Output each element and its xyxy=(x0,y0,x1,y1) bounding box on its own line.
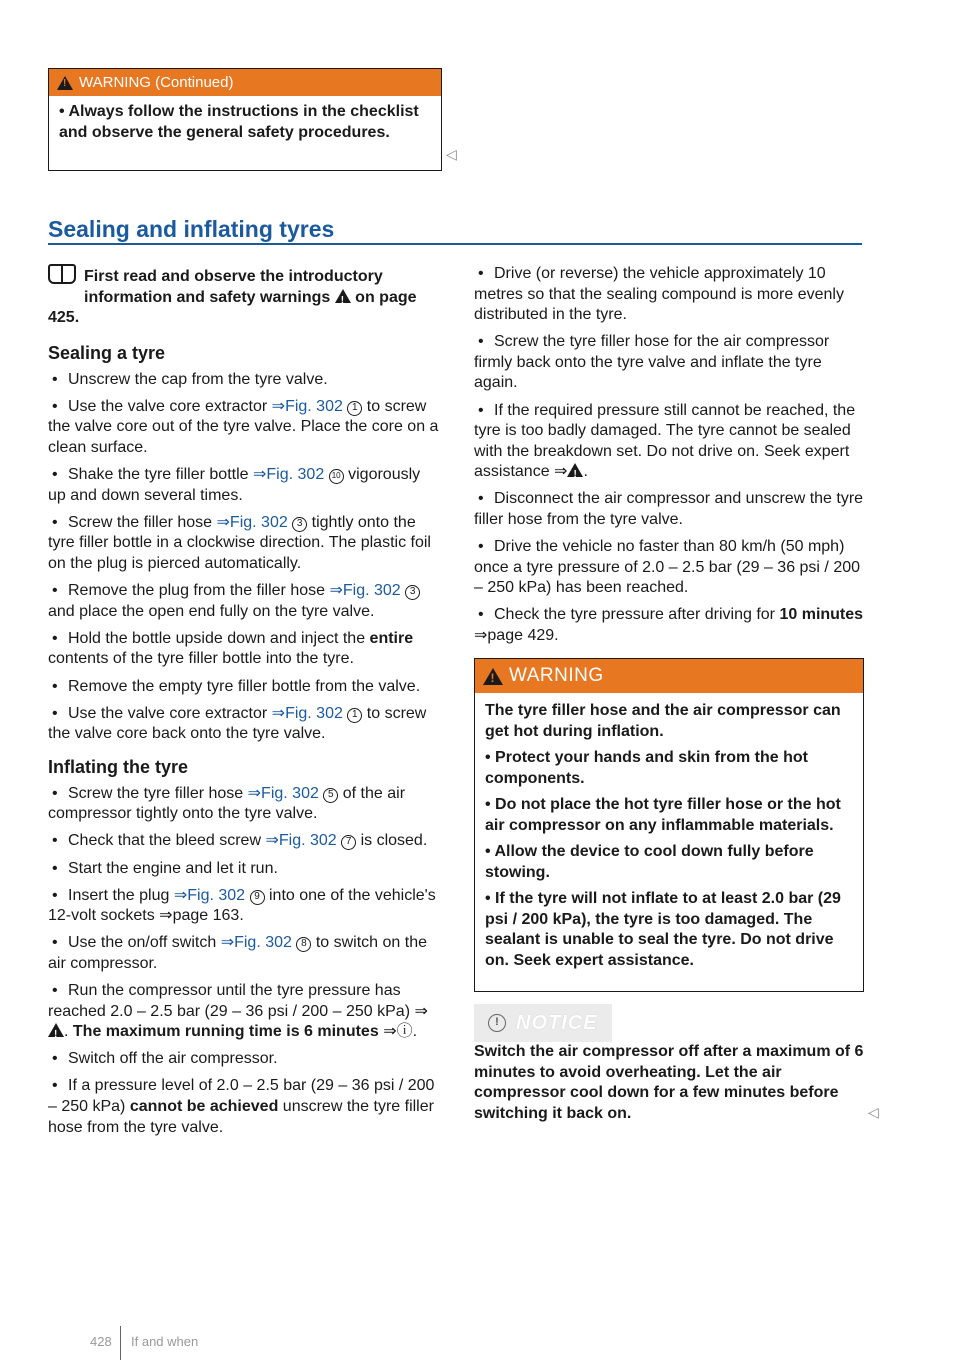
list-item: • Check the tyre pressure after driving for 10 minutes ⇒page 429. xyxy=(474,605,864,646)
callout-1-icon: 1 xyxy=(347,401,362,416)
figure-link[interactable]: ⇒Fig. 302 xyxy=(220,934,292,952)
page-link[interactable]: ⇒page 429. xyxy=(474,627,559,644)
warning-continued-header xyxy=(49,69,441,96)
list-item: • Disconnect the air compressor and unscrew the tyre filler hose from the tyre valve. xyxy=(474,489,864,530)
list-item: • Run the compressor until the tyre pressure has reached 2.0 – 2.5 bar (29 – 36 psi / 200 – 250 kPa) ⇒!. The maximum running time is 6 minutes ⇒ⓘ. xyxy=(48,981,440,1043)
heading-sealing: Sealing a tyre xyxy=(48,342,166,363)
warning-paragraph: • Allow the device to cool down fully before stowing. xyxy=(485,843,814,881)
notice-label: NOTICE xyxy=(516,1011,598,1034)
intro-note: First read and observe the introductory information and safety warnings ! on page 425. xyxy=(48,264,440,329)
list-item: • Check that the bleed screw ⇒Fig. 302 7 is closed. xyxy=(48,831,440,852)
figure-link[interactable]: ⇒Fig. 302 xyxy=(265,832,337,850)
warning-text xyxy=(475,693,863,985)
chapter-title: If and when xyxy=(131,1334,199,1349)
figure-link[interactable]: ⇒Fig. 302 xyxy=(271,397,343,415)
warning-header xyxy=(475,659,863,693)
list-item: • Use the valve core extractor ⇒Fig. 302 1 to screw the valve core out of the tyre valve. Place the core on a clean surface. xyxy=(48,397,440,459)
warning-paragraph: The tyre filler hose and the air compressor can get hot during inflation. xyxy=(485,702,841,740)
warning-continued-title: WARNING (Continued) xyxy=(79,74,234,91)
warning-triangle-icon xyxy=(48,1023,64,1037)
left-column xyxy=(48,264,440,1145)
figure-link[interactable]: ⇒Fig. 302 xyxy=(271,704,343,722)
list-item: • Hold the bottle upside down and inject the entire contents of the tyre filler bottle into the tyre. xyxy=(48,629,440,670)
notice-icon: ! xyxy=(488,1014,506,1032)
list-item: • Use the valve core extractor ⇒Fig. 302 1 to screw the valve core back onto the tyre valve. xyxy=(48,704,440,745)
callout-5-icon: 5 xyxy=(323,788,338,803)
warning-paragraph: • Protect your hands and skin from the hot components. xyxy=(485,749,808,787)
section-title: Sealing and inflating tyres xyxy=(48,216,335,242)
callout-1-icon: 1 xyxy=(347,708,362,723)
warning-triangle-icon xyxy=(567,463,583,477)
callout-10-icon: 10 xyxy=(329,469,344,484)
list-item: • If a pressure level of 2.0 – 2.5 bar (29 – 36 psi / 200 – 250 kPa) cannot be achieved unscrew the tyre filler hose from the tyre valve. xyxy=(48,1076,440,1138)
warning-triangle-icon xyxy=(57,76,73,90)
warning-paragraph: • Do not place the hot tyre filler hose or the hot air compressor on any inflammable materials. xyxy=(485,796,841,834)
warning-paragraph: • If the tyre will not inflate to at least 2.0 bar (29 psi / 200 kPa), the tyre is too damaged. The sealant is unable to seal the tyre. Do not drive on. Seek expert assistance. xyxy=(485,890,841,969)
notice-header xyxy=(474,1004,612,1042)
figure-link[interactable]: ⇒Fig. 302 xyxy=(247,784,319,802)
page-number: 428 xyxy=(90,1334,112,1349)
list-item: • Drive (or reverse) the vehicle approximately 10 metres so that the sealing compound is more evenly distributed in the tyre. xyxy=(474,264,864,326)
book-icon xyxy=(48,264,76,284)
callout-8-icon: 8 xyxy=(296,937,311,952)
right-column xyxy=(474,264,864,653)
list-item: • Start the engine and let it run. xyxy=(48,859,440,880)
heading-inflating: Inflating the tyre xyxy=(48,756,189,777)
section-title-rule xyxy=(48,243,862,245)
figure-link[interactable]: ⇒Fig. 302 xyxy=(329,582,401,600)
end-mark-icon: ◁ xyxy=(868,1104,879,1120)
list-item: • Screw the tyre filler hose ⇒Fig. 302 5 of the air compressor tightly onto the tyre valve. xyxy=(48,784,440,825)
list-item: • Screw the filler hose ⇒Fig. 302 3 tightly onto the tyre filler bottle in a clockwise direction. The plastic foil on the plug is pierced automatically. xyxy=(48,513,440,575)
figure-link[interactable]: ⇒Fig. 302 xyxy=(173,886,246,904)
list-item: • Use the on/off switch ⇒Fig. 302 8 to switch on the air compressor. xyxy=(48,933,440,974)
callout-7-icon: 7 xyxy=(341,835,356,850)
notice-text: Switch the air compressor off after a maximum of 6 minutes to avoid overheating. Let the air compressor cool down for a few minutes before switching it back on. xyxy=(474,1043,864,1122)
list-item: • Remove the plug from the filler hose ⇒Fig. 302 3 and place the open end fully on the tyre valve. xyxy=(48,581,440,622)
warning-continued-box xyxy=(48,68,442,171)
list-item: • Drive the vehicle no faster than 80 km/h (50 mph) once a tyre pressure of 2.0 – 2.5 bar (29 – 36 psi / 200 – 250 kPa) has been reached. xyxy=(474,537,864,599)
callout-3-icon: 3 xyxy=(292,517,307,532)
end-mark-icon: ◁ xyxy=(446,146,457,162)
list-item: • Screw the tyre filler hose for the air compressor firmly back onto the tyre valve and inflate the tyre again. xyxy=(474,332,864,394)
page-link[interactable]: ⇒page 163. xyxy=(159,907,244,925)
list-item: • Unscrew the cap from the tyre valve. xyxy=(48,370,440,391)
list-item: • If the required pressure still cannot be reached, the tyre is too badly damaged. The tyre cannot be sealed with the breakdown set. Do not drive on. Seek expert assistance ⇒! . xyxy=(474,401,864,483)
warning-box xyxy=(474,658,864,992)
callout-3-icon: 3 xyxy=(405,585,420,600)
warning-continued-text: • Always follow the instructions in the checklist and observe the general safety procedures. xyxy=(59,103,419,141)
notice-symbol-icon: ⓘ xyxy=(396,1023,413,1041)
warning-triangle-icon xyxy=(335,289,351,303)
footer-divider xyxy=(120,1326,121,1360)
list-item: • Shake the tyre filler bottle ⇒Fig. 302 10 vigorously up and down several times. xyxy=(48,465,440,506)
warning-triangle-icon xyxy=(483,668,503,685)
figure-link[interactable]: ⇒Fig. 302 xyxy=(216,513,288,531)
figure-link[interactable]: ⇒Fig. 302 xyxy=(253,466,325,484)
list-item: • Switch off the air compressor. xyxy=(48,1049,440,1070)
warning-title: WARNING xyxy=(509,665,604,686)
list-item: • Insert the plug ⇒Fig. 302 9 into one of the vehicle's 12-volt sockets ⇒page 163. xyxy=(48,886,440,927)
callout-9-icon: 9 xyxy=(250,890,265,905)
list-item: • Remove the empty tyre filler bottle from the valve. xyxy=(48,677,440,698)
